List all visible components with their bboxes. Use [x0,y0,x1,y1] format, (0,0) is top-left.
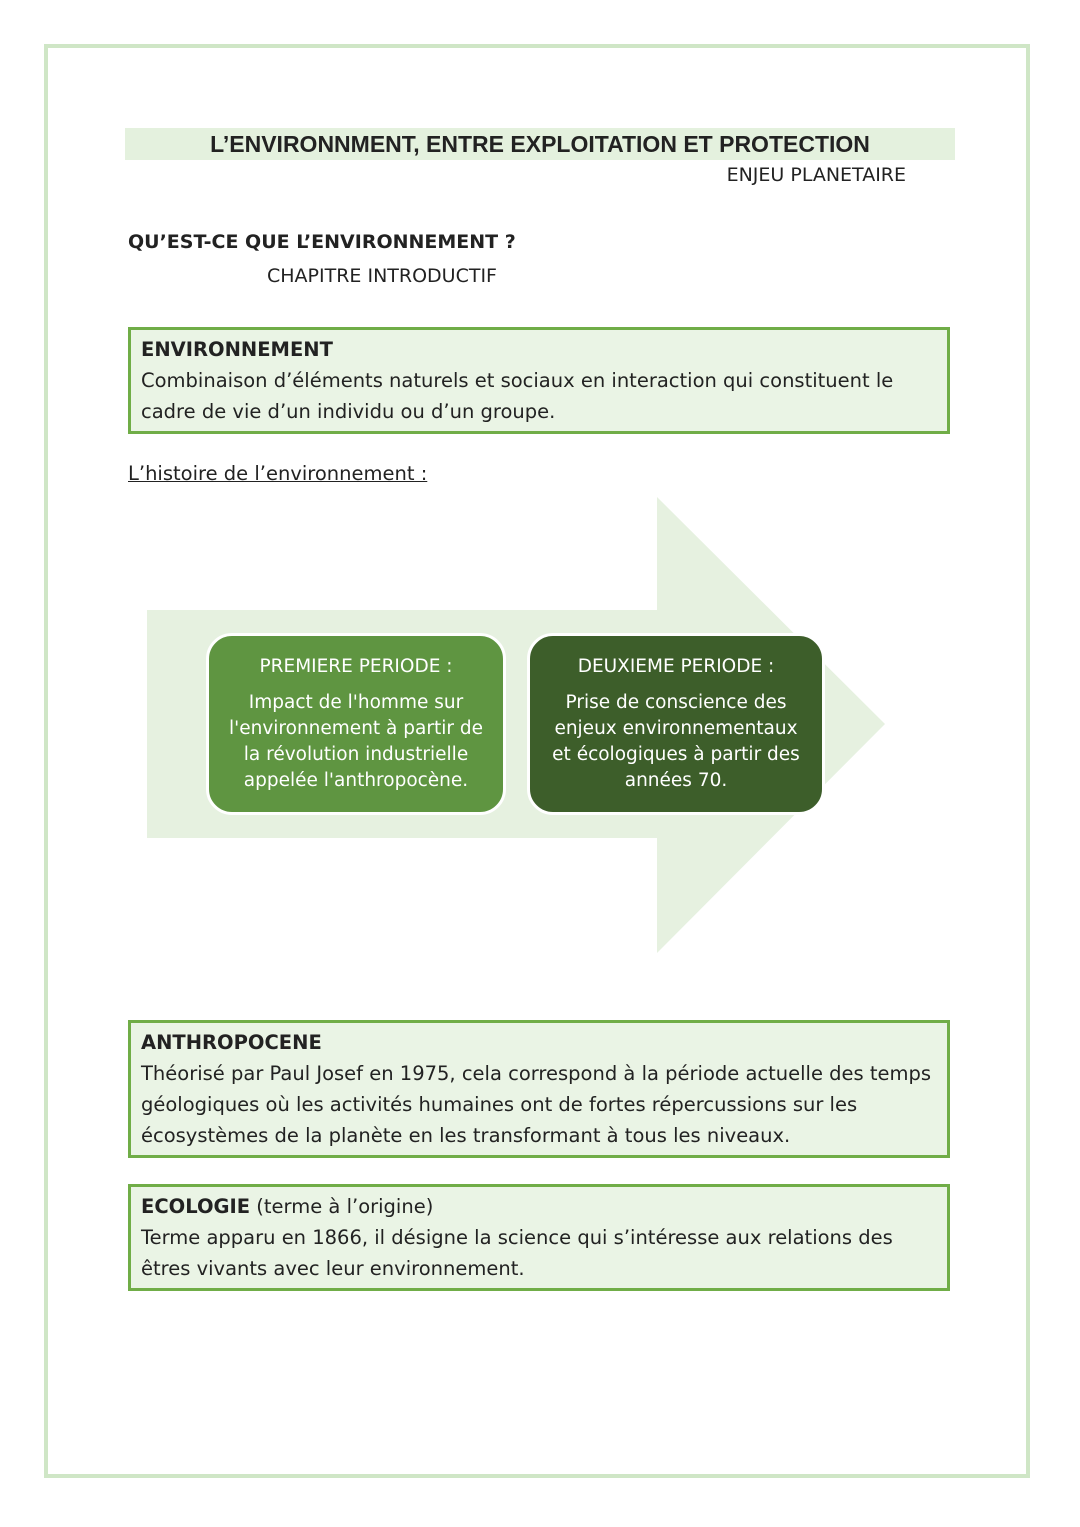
page-subtitle: ENJEU PLANETAIRE [726,164,906,186]
definition-term: ENVIRONNEMENT [141,338,333,361]
chapter-label: CHAPITRE INTRODUCTIF [267,265,497,287]
period-text: Prise de conscience des enjeux environnementaux et écologiques à partir des années 70. [552,692,800,791]
period-title: DEUXIEME PERIODE : [577,656,775,677]
history-label: L’histoire de l’environnement : [128,462,428,485]
definition-term-note: (terme à l’origine) [250,1195,434,1218]
period-box-second [527,633,825,815]
period-title: PREMIERE PERIODE : [259,656,453,677]
definition-text: Terme apparu en 1866, il désigne la science qui s’intéresse aux relations des êtres vivants avec leur environnement. [141,1226,893,1280]
period-box-first [206,633,506,815]
definition-box-anthropocene [128,1020,950,1158]
section-heading: QU’EST-CE QUE L’ENVIRONNEMENT ? [128,231,516,253]
definition-text: Combinaison d’éléments naturels et sociaux en interaction qui constituent le cadre de vie d’un individu ou d’un groupe. [141,369,894,423]
definition-term: ECOLOGIE [141,1195,251,1218]
definition-term: ANTHROPOCENE [141,1031,322,1054]
page-title: L’ENVIRONNMENT, ENTRE EXPLOITATION ET PROTECTION [210,131,870,157]
definition-text: Théorisé par Paul Josef en 1975, cela correspond à la période actuelle des temps géologiques où les activités humaines ont de fortes répercussions sur les écosystèmes de la planète en les transformant à tous les niveaux. [141,1062,932,1147]
period-text: Impact de l'homme sur l'environnement à partir de la révolution industrielle appelée l'anthropocène. [229,692,483,791]
definition-box-ecologie [128,1184,950,1291]
